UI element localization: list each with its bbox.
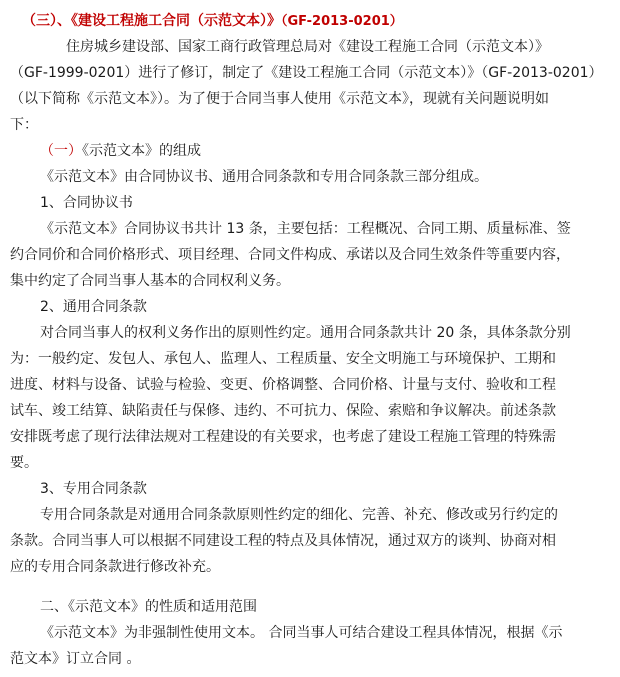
item3-line-2: 条款。合同当事人可以根据不同建设工程的特点及具体情况，通过双方的谈判、协商对相 xyxy=(10,533,556,549)
title-book: 《建设工程施工合同（示范文本）》 xyxy=(71,13,281,29)
item1-line-1: 《示范文本》合同协议书共计 13 条，主要包括：工程概况、合同工期、质量标准、签 xyxy=(40,221,571,237)
item2-line-6: 要。 xyxy=(10,455,38,471)
item2-line-5: 安排既考虑了现行法律法规对工程建设的有关要求，也考虑了建设工程施工管理的特殊需 xyxy=(10,429,556,445)
intro-line-2: （GF-1999-0201）进行了修订，制定了《建设工程施工合同（示范文本）》（GF-2013-0201） xyxy=(10,65,603,81)
section1-heading xyxy=(10,138,610,164)
intro-line-1: 住房城乡建设部、国家工商行政管理总局对《建设工程施工合同（示范文本）》 xyxy=(66,39,549,55)
item2-line-1: 对合同当事人的权利义务作出的原则性约定。通用合同条款共计 20 条，具体条款分别 xyxy=(40,325,571,341)
section2-heading: 二、《示范文本》的性质和适用范围 xyxy=(40,599,257,615)
item1-line-2: 约合同价和合同价格形式、项目经理、合同文件构成、承诺以及合同生效条件等重要内容， xyxy=(10,247,570,263)
intro-line-4: 下： xyxy=(10,117,38,133)
section1-heading-num: （一） xyxy=(40,143,82,159)
section1-heading-text: 《示范文本》的组成 xyxy=(82,143,201,159)
item3-line-3: 应的专用合同条款进行修改补充。 xyxy=(10,559,220,575)
item2-line-4: 试车、竣工结算、缺陷责任与保修、违约、不可抗力、保险、索赔和争议解决。前述条款 xyxy=(10,403,556,419)
title-prefix: （三）、 xyxy=(22,13,71,29)
item3-line-1: 专用合同条款是对通用合同条款原则性约定的细化、完善、补充、修改或另行约定的 xyxy=(40,507,558,523)
spacer xyxy=(10,580,610,594)
item2-line-3: 进度、材料与设备、试验与检验、变更、价格调整、合同价格、计量与支付、验收和工程 xyxy=(10,377,556,393)
item2-title: 2、通用合同条款 xyxy=(40,299,147,315)
item2-line-2: 为：一般约定、发包人、承包人、监理人、工程质量、安全文明施工与环境保护、工期和 xyxy=(10,351,556,367)
item3-title: 3、专用合同条款 xyxy=(40,481,147,497)
title-code: （GF-2013-0201） xyxy=(281,14,403,29)
intro-line-3: （以下简称《示范文本》）。为了便于合同当事人使用《示范文本》，现就有关问题说明如 xyxy=(10,91,549,107)
section-title xyxy=(10,8,610,34)
item1-line-3: 集中约定了合同当事人基本的合同权利义务。 xyxy=(10,273,290,289)
section2-line-1: 《示范文本》为非强制性使用文本。 合同当事人可结合建设工程具体情况，根据《示 xyxy=(40,625,563,641)
item1-title: 1、合同协议书 xyxy=(40,195,133,211)
section1-summary: 《示范文本》由合同协议书、通用合同条款和专用合同条款三部分组成。 xyxy=(40,169,488,185)
section2-line-2: 范文本》订立合同 。 xyxy=(10,651,141,667)
